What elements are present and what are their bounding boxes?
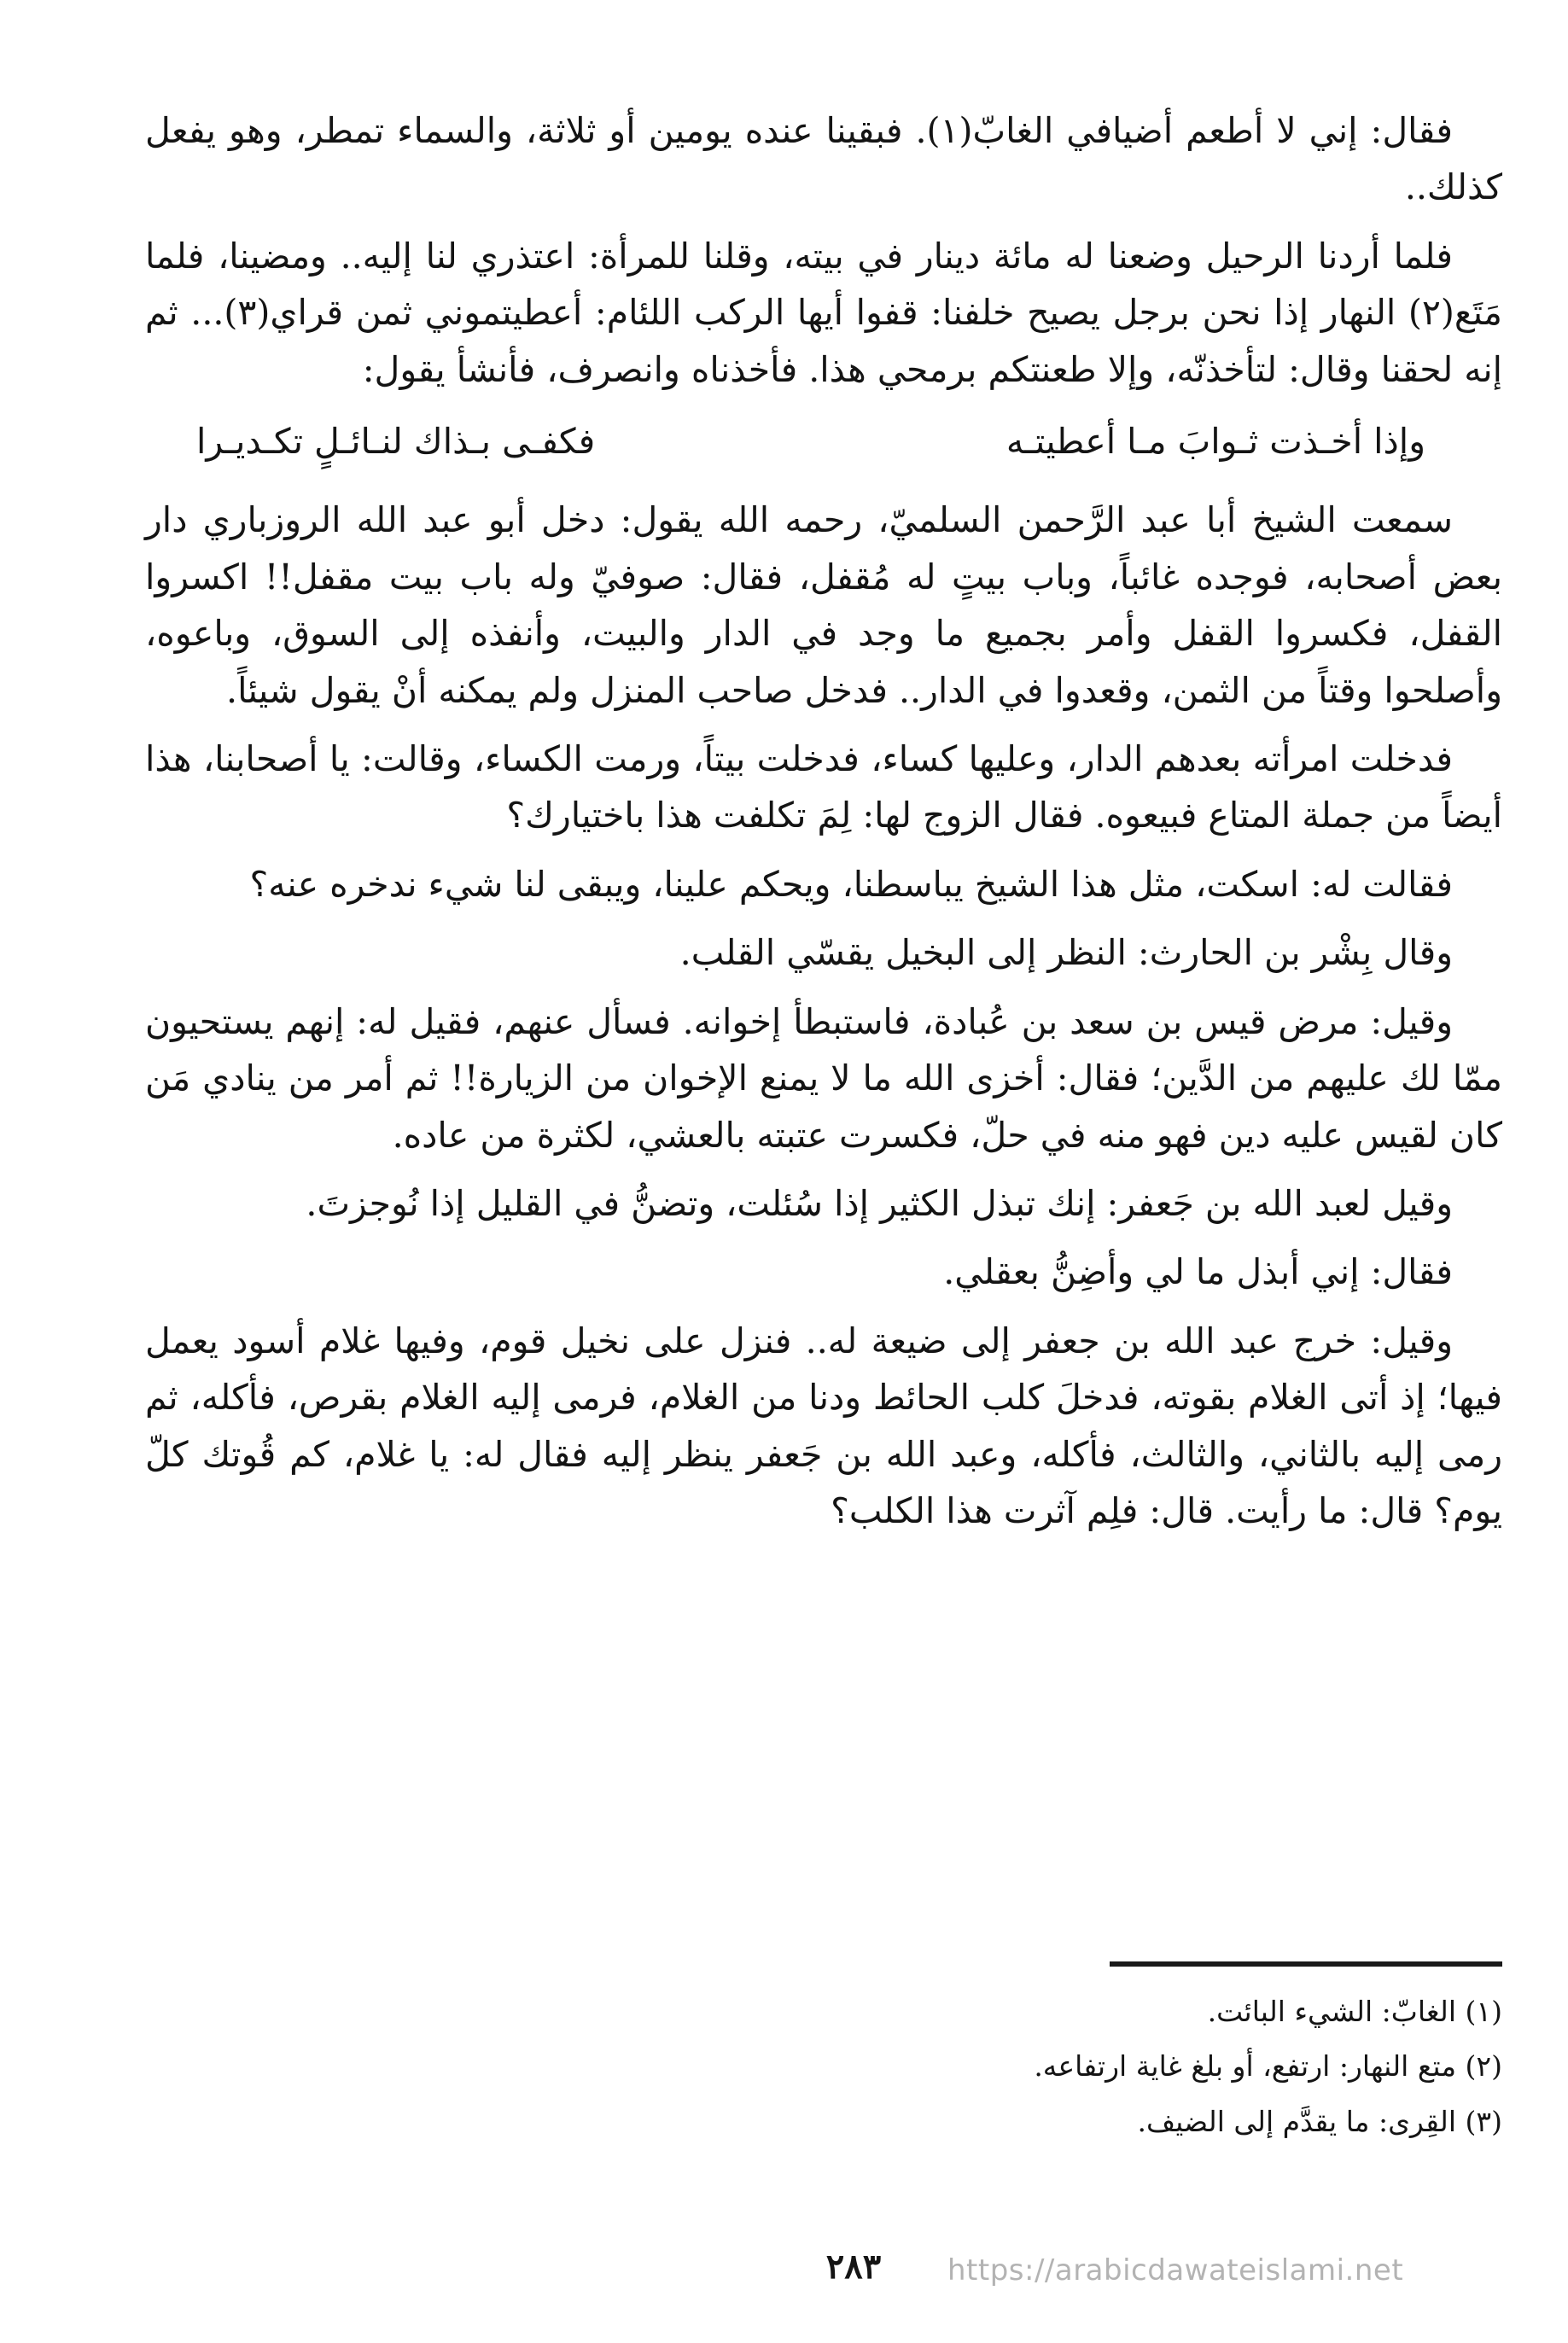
verse-second-hemistich: فكفـى بـذاك لنـائـلٍ تكـديـرا <box>196 421 596 463</box>
watermark-url: https://arabicdawateislami.net <box>947 2253 1404 2288</box>
paragraph-wife-reply: فقالت له: اسكت، مثل هذا الشيخ يباسطنا، ويحكم علينا، ويبقى لنا شيء ندخره عنه؟ <box>249 863 1453 905</box>
footnote-1: (١) الغابّ: الشيء البائت. <box>1207 1995 1502 2028</box>
paragraph-abdullah-question: وقيل لعبد الله بن جَعفر: إنك تبذل الكثير إذا سُئلت، وتضنُّ في القليل إذا نُوجزتَ. <box>306 1182 1453 1224</box>
paragraph-rozbari: سمعت الشيخ أبا عبد الرَّحمن السلميّ، رحمه الله يقول: دخل أبو عبد الله الروزباري دار بعض أصحابه، فوجده غائباً، وباب بيتٍ له مُقفل، فقال: صوفيّ وله باب بيت مقفل!! اكسروا القفل، فكسروا القفل وأمر بجميع ما وجد في الدار والبيت، وأنفذه إلى السوق، وباعوه، وأصلحوا وقتاً من الثمن، وقعدوا في الدار.. فدخل صاحب المنزل ولم يمكنه أنْ يقول شيئاً. <box>145 499 1502 711</box>
footnote-2: (٢) متع النهار: ارتفع، أو بلغ غاية ارتفاعه. <box>1034 2049 1502 2084</box>
paragraph-abdullah-answer: فقال: إني أبذل ما لي وأضِنُّ بعقلي. <box>943 1251 1453 1293</box>
paragraph-host-refuses: فقال: إني لا أطعم أضيافي الغابّ(١). فبقينا عنده يومين أو ثلاثة، والسماء تمطر، وهو يفعل كذلك.. <box>145 110 1502 208</box>
footnotes <box>768 1989 1502 2154</box>
paragraph-qays: وقيل: مرض قيس بن سعد بن عُبادة، فاستبطأ إخوانه. فسأل عنهم، فقيل له: إنهم يستحيون ممّا لك عليهم من الدَّين؛ فقال: أخزى الله ما لا يمنع الإخوان من الزيارة!! ثم أمر من ينادي مَن كان لقيس عليه دين فهو منه في حلّ، فكسرت عتبته بالعشي، لكثرة من عاده. <box>145 1000 1502 1156</box>
paragraph-bishr: وقال بِشْر بن الحارث: النظر إلى البخيل يقسّي القلب. <box>679 932 1453 974</box>
page-number: ٢٨٣ <box>825 2247 882 2287</box>
verse-first-hemistich: وإذا أخـذت ثـوابَ مـا أعطيتـه <box>1006 421 1425 463</box>
footnote-separator <box>1110 1961 1502 1967</box>
paragraph-wife-garment: فدخلت امرأته بعدهم الدار، وعليها كساء، فدخلت بيتاً، ورمت الكساء، وقالت: يا أصحابنا، هذا أيضاً من جملة المتاع فبيعوه. فقال الزوج لها: لِمَ تكلفت هذا باختيارك؟ <box>145 738 1502 836</box>
poem-verse <box>145 410 1502 483</box>
paragraph-slave-dog: وقيل: خرج عبد الله بن جعفر إلى ضيعة له.. فنزل على نخيل قوم، وفيها غلام أسود يعمل فيها؛ إذ أتى الغلام بقوته، فدخلَ كلب الحائط ودنا من الغلام، فرمى إليه الغلام بقرص، فأكله، ثم رمى إليه بالثاني، والثالث، فأكله، وعبد الله بن جَعفر ينظر إليه فقال له: يا غلام، كم قُوتك كلّ يوم؟ قال: ما رأيت. قال: فلِم آثرت هذا الكلب؟ <box>145 1320 1502 1531</box>
footnote-3: (٣) القِرى: ما يقدَّم إلى الضيف. <box>1137 2104 1502 2138</box>
main-text <box>145 102 1502 1551</box>
paragraph-departure: فلما أردنا الرحيل وضعنا له مائة دينار في بيته، وقلنا للمرأة: اعتذري لنا إليه.. ومضينا، فلما مَتَع(٢) النهار إذا نحن برجل يصيح خلفنا: قفوا أيها الركب اللئام: أعطيتموني ثمن قراي(٣)... ثم إنه لحقنا وقال: لتأخذنّه، وإلا طعنتكم برمحي هذا. فأخذناه وانصرف، فأنشأ يقول: <box>145 235 1502 390</box>
